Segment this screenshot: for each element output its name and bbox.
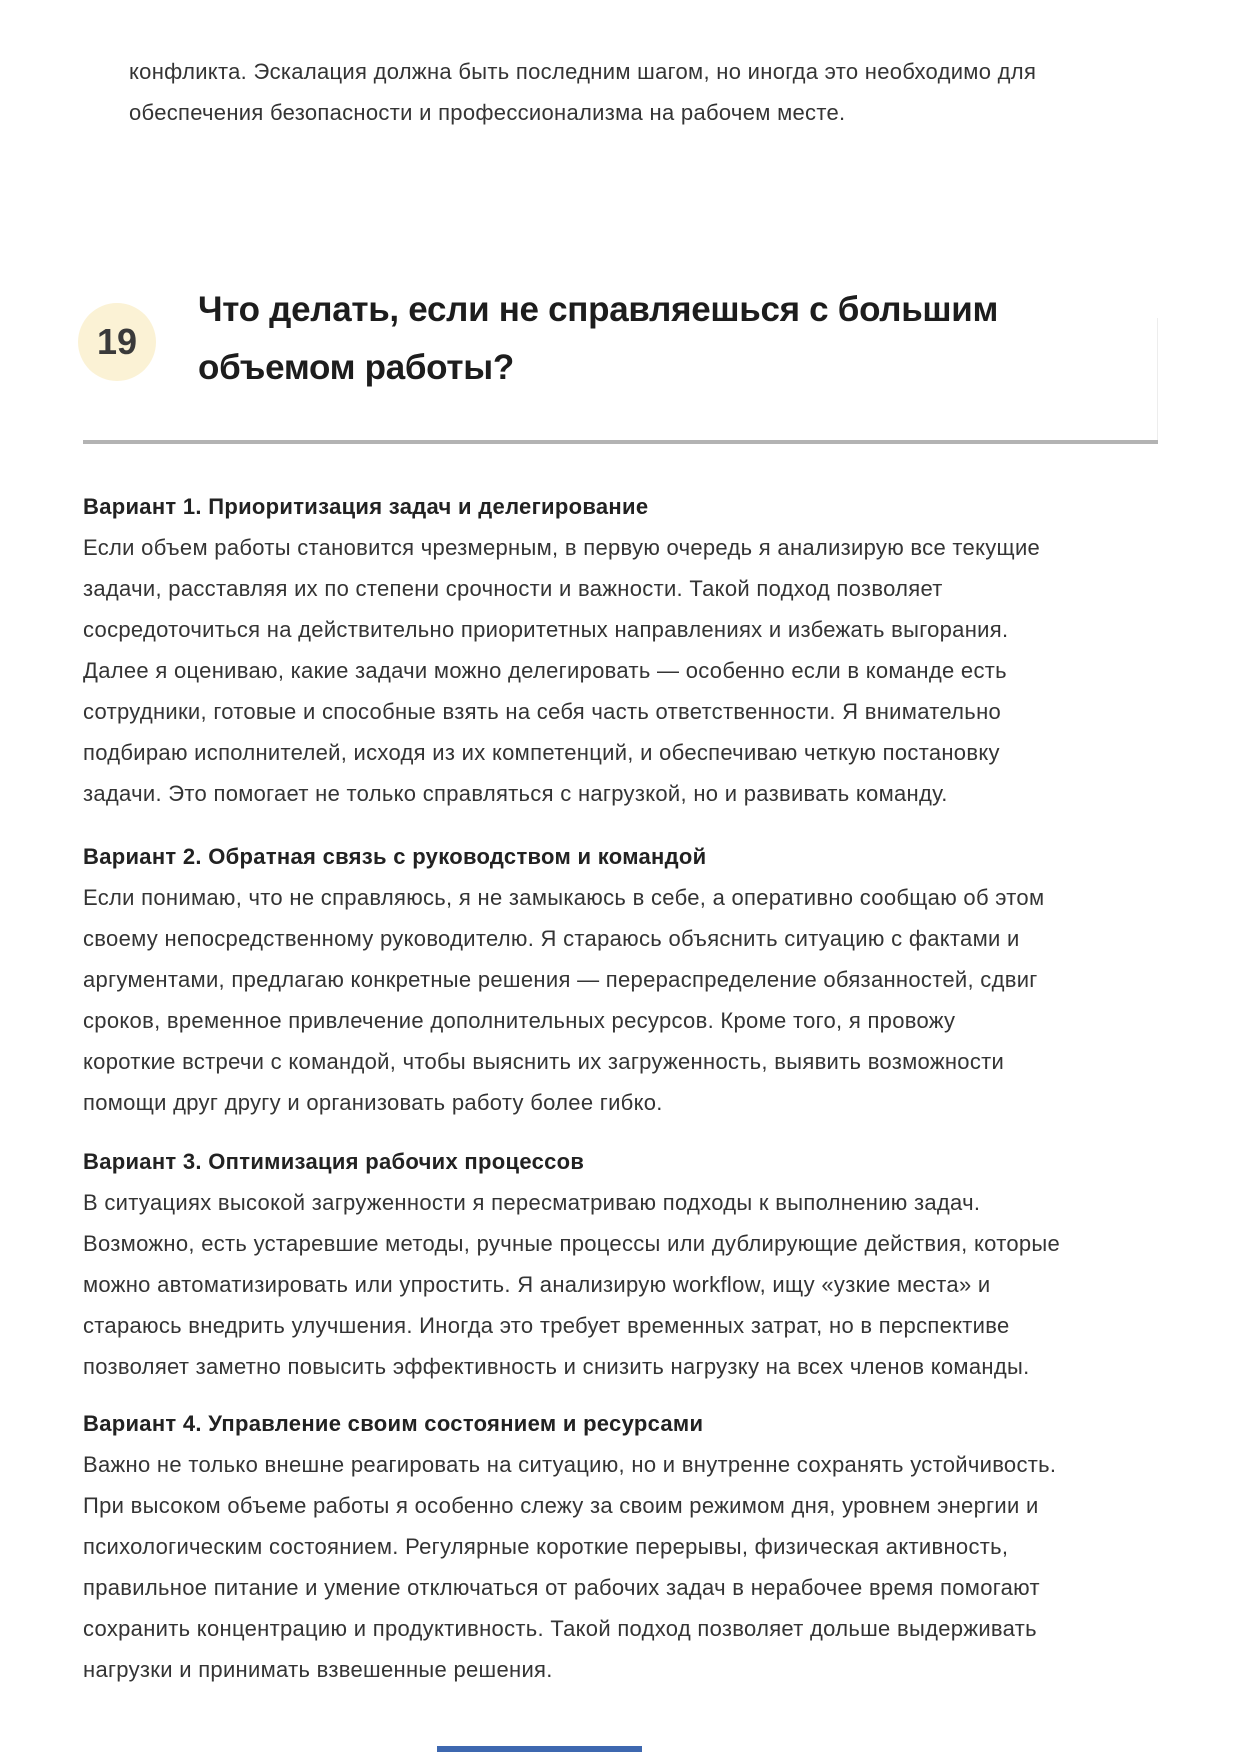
- answer-line: короткие встречи с командой, чтобы выяснить их загруженность, выявить возможности: [83, 1049, 1005, 1074]
- answer-section-3: [83, 1141, 1060, 1387]
- answer-title: Вариант 1. Приоритизация задач и делегирование: [83, 494, 649, 519]
- answer-line: аргументами, предлагаю конкретные решения — перераспределение обязанностей, сдвиг: [83, 967, 1038, 992]
- answer-line: Возможно, есть устаревшие методы, ручные процессы или дублирующие действия, которые: [83, 1231, 1061, 1256]
- answer-section-2: [83, 836, 1044, 1123]
- text-boundary-line: [1157, 318, 1158, 440]
- answer-title: Вариант 2. Обратная связь с руководством и командой: [83, 844, 707, 869]
- answer-line: можно автоматизировать или упростить. Я анализирую workflow, ищу «узкие места» и: [83, 1272, 991, 1297]
- answer-line: Далее я оцениваю, какие задачи можно делегировать — особенно если в команде есть: [83, 658, 1007, 683]
- answer-section-1: [83, 486, 1040, 814]
- answer-line: сосредоточиться на действительно приоритетных направлениях и избежать выгорания.: [83, 617, 1009, 642]
- answer-line: стараюсь внедрить улучшения. Иногда это требует временных затрат, но в перспективе: [83, 1313, 1010, 1338]
- answer-line: сотрудники, готовые и способные взять на себя часть ответственности. Я внимательно: [83, 699, 1002, 724]
- intro-line: обеспечения безопасности и профессионализма на рабочем месте.: [129, 100, 846, 125]
- question-title-line: Что делать, если не справляешься с большим: [198, 290, 999, 329]
- answer-line: сроков, временное привлечение дополнительных ресурсов. Кроме того, я провожу: [83, 1008, 956, 1033]
- answer-title: Вариант 4. Управление своим состоянием и ресурсами: [83, 1411, 704, 1436]
- answer-title: Вариант 3. Оптимизация рабочих процессов: [83, 1149, 585, 1174]
- answer-line: помощи друг другу и организовать работу более гибко.: [83, 1090, 663, 1115]
- answer-section-4: [83, 1403, 1056, 1690]
- question-title: [198, 281, 998, 397]
- answer-line: подбираю исполнителей, исходя из их компетенций, и обеспечиваю четкую постановку: [83, 740, 1000, 765]
- answer-line: позволяет заметно повысить эффективность и снизить нагрузку на всех членов команды.: [83, 1354, 1030, 1379]
- answer-line: правильное питание и умение отключаться от рабочих задач в нерабочее время помогают: [83, 1575, 1040, 1600]
- answer-line: задачи, расставляя их по степени срочности и важности. Такой подход позволяет: [83, 576, 943, 601]
- intro-paragraph: [129, 51, 1036, 133]
- answer-line: нагрузки и принимать взвешенные решения.: [83, 1657, 553, 1682]
- answer-line: Если понимаю, что не справляюсь, я не замыкаюсь в себе, а оперативно сообщаю об этом: [83, 885, 1045, 910]
- intro-line: конфликта. Эскалация должна быть последним шагом, но иногда это необходимо для: [129, 59, 1037, 84]
- section-divider: [83, 440, 1158, 444]
- answer-line: При высоком объеме работы я особенно слежу за своим режимом дня, уровнем энергии и: [83, 1493, 1039, 1518]
- answer-line: задачи. Это помогает не только справляться с нагрузкой, но и развивать команду.: [83, 781, 948, 806]
- answer-line: психологическим состоянием. Регулярные короткие перерывы, физическая активность,: [83, 1534, 1009, 1559]
- answer-line: Если объем работы становится чрезмерным, в первую очередь я анализирую все текущие: [83, 535, 1041, 560]
- answer-line: своему непосредственному руководителю. Я стараюсь объяснить ситуацию с фактами и: [83, 926, 1020, 951]
- answer-line: Важно не только внешне реагировать на ситуацию, но и внутренне сохранять устойчивость.: [83, 1452, 1057, 1477]
- answer-line: В ситуациях высокой загруженности я пересматриваю подходы к выполнению задач.: [83, 1190, 981, 1215]
- question-title-line: объемом работы?: [198, 348, 514, 387]
- answer-line: сохранить концентрацию и продуктивность. Такой подход позволяет дольше выдерживать: [83, 1616, 1037, 1641]
- page-bottom-marker: [437, 1746, 642, 1752]
- question-number-badge: 19: [78, 303, 156, 381]
